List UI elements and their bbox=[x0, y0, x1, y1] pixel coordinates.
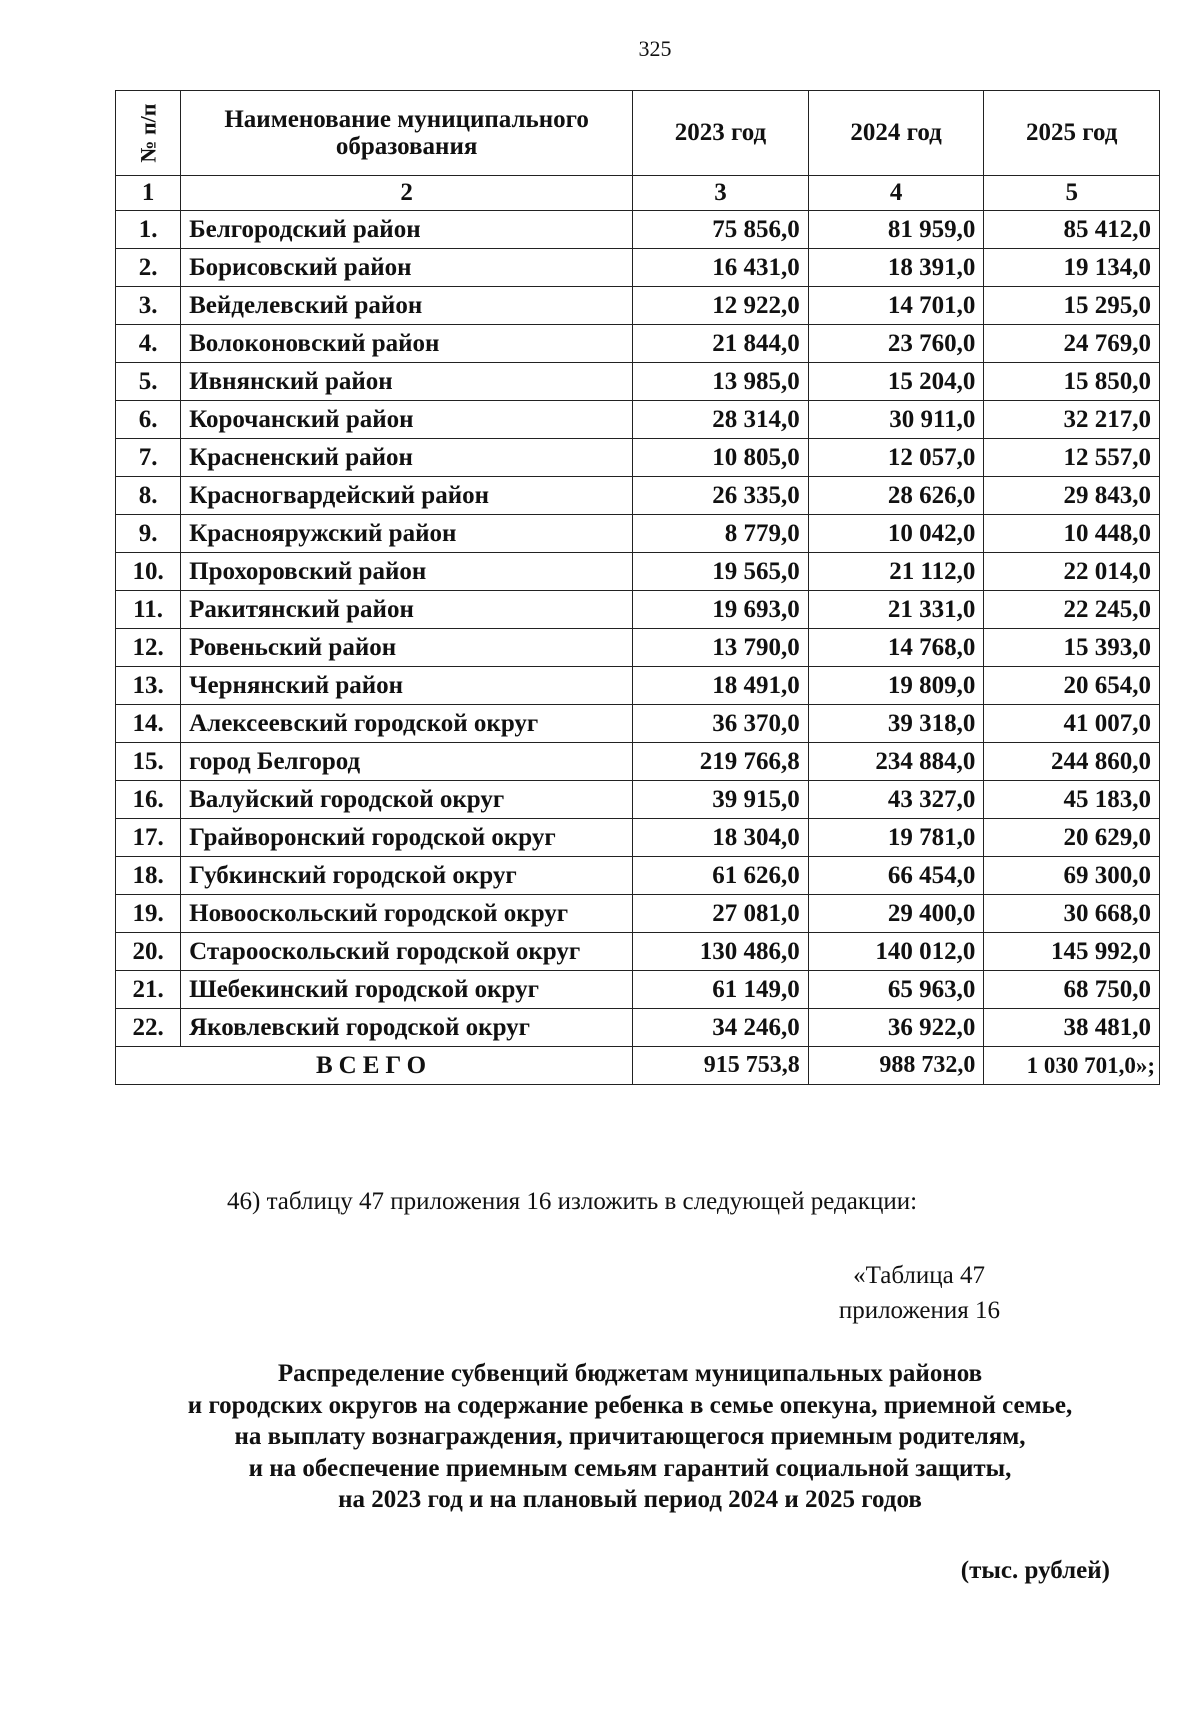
table-row bbox=[116, 705, 1160, 743]
table-heading bbox=[80, 1358, 1180, 1516]
row-value-2023: 13 985,0 bbox=[633, 363, 809, 401]
table-row bbox=[116, 553, 1160, 591]
row-name: Борисовский район bbox=[181, 249, 633, 287]
row-value-2024: 81 959,0 bbox=[808, 211, 984, 249]
total-2025: 1 030 701,0»; bbox=[984, 1047, 1160, 1085]
header-name: Наименование муниципального образования bbox=[181, 91, 633, 176]
row-value-2024: 21 331,0 bbox=[808, 591, 984, 629]
header-2024: 2024 год bbox=[808, 91, 984, 176]
row-value-2024: 12 057,0 bbox=[808, 439, 984, 477]
row-value-2024: 14 701,0 bbox=[808, 287, 984, 325]
row-index: 22. bbox=[116, 1009, 181, 1047]
table-row bbox=[116, 971, 1160, 1009]
row-name: Ивнянский район bbox=[181, 363, 633, 401]
row-name: Прохоровский район bbox=[181, 553, 633, 591]
row-value-2024: 19 781,0 bbox=[808, 819, 984, 857]
table-row bbox=[116, 857, 1160, 895]
row-value-2024: 234 884,0 bbox=[808, 743, 984, 781]
table-row bbox=[116, 401, 1160, 439]
row-value-2024: 23 760,0 bbox=[808, 325, 984, 363]
row-value-2023: 19 693,0 bbox=[633, 591, 809, 629]
row-name: Вейделевский район bbox=[181, 287, 633, 325]
row-value-2024: 10 042,0 bbox=[808, 515, 984, 553]
row-value-2023: 19 565,0 bbox=[633, 553, 809, 591]
header-num bbox=[116, 91, 181, 176]
table-row bbox=[116, 287, 1160, 325]
column-numbers-row bbox=[116, 176, 1160, 211]
table-row bbox=[116, 629, 1160, 667]
row-index: 12. bbox=[116, 629, 181, 667]
table-row bbox=[116, 439, 1160, 477]
row-value-2025: 69 300,0 bbox=[984, 857, 1160, 895]
heading-line: на выплату вознаграждения, причитающегося приемным родителям, bbox=[234, 1423, 1026, 1450]
row-name: Новооскольский городской округ bbox=[181, 895, 633, 933]
row-value-2025: 68 750,0 bbox=[984, 971, 1160, 1009]
total-row bbox=[116, 1047, 1160, 1085]
table-row bbox=[116, 781, 1160, 819]
row-value-2024: 43 327,0 bbox=[808, 781, 984, 819]
row-name: Шебекинский городской округ bbox=[181, 971, 633, 1009]
table-row bbox=[116, 363, 1160, 401]
row-index: 21. bbox=[116, 971, 181, 1009]
row-value-2023: 61 626,0 bbox=[633, 857, 809, 895]
table-row bbox=[116, 667, 1160, 705]
row-name: Корочанский район bbox=[181, 401, 633, 439]
row-value-2024: 36 922,0 bbox=[808, 1009, 984, 1047]
row-value-2023: 26 335,0 bbox=[633, 477, 809, 515]
row-value-2024: 21 112,0 bbox=[808, 553, 984, 591]
row-index: 7. bbox=[116, 439, 181, 477]
row-value-2025: 12 557,0 bbox=[984, 439, 1160, 477]
table-row bbox=[116, 249, 1160, 287]
row-value-2023: 12 922,0 bbox=[633, 287, 809, 325]
column-number: 1 bbox=[116, 176, 181, 211]
column-number: 5 bbox=[984, 176, 1160, 211]
row-value-2024: 15 204,0 bbox=[808, 363, 984, 401]
row-index: 5. bbox=[116, 363, 181, 401]
row-index: 13. bbox=[116, 667, 181, 705]
row-name: Ракитянский район bbox=[181, 591, 633, 629]
row-value-2025: 145 992,0 bbox=[984, 933, 1160, 971]
row-value-2024: 29 400,0 bbox=[808, 895, 984, 933]
row-index: 15. bbox=[116, 743, 181, 781]
heading-line: Распределение субвенций бюджетам муниципальных районов bbox=[277, 1360, 983, 1387]
row-value-2025: 41 007,0 bbox=[984, 705, 1160, 743]
row-name: Красногвардейский район bbox=[181, 477, 633, 515]
row-name: город Белгород bbox=[181, 743, 633, 781]
row-value-2025: 15 295,0 bbox=[984, 287, 1160, 325]
table-caption-appendix: приложения 16 bbox=[838, 1297, 1000, 1324]
row-index: 20. bbox=[116, 933, 181, 971]
table-row bbox=[116, 933, 1160, 971]
row-value-2024: 65 963,0 bbox=[808, 971, 984, 1009]
row-name: Алексеевский городской округ bbox=[181, 705, 633, 743]
row-name: Белгородский район bbox=[181, 211, 633, 249]
row-index: 1. bbox=[116, 211, 181, 249]
table-row bbox=[116, 477, 1160, 515]
row-value-2023: 18 491,0 bbox=[633, 667, 809, 705]
row-value-2025: 38 481,0 bbox=[984, 1009, 1160, 1047]
column-number: 2 bbox=[181, 176, 633, 211]
row-value-2025: 45 183,0 bbox=[984, 781, 1160, 819]
row-value-2025: 24 769,0 bbox=[984, 325, 1160, 363]
header-num-label: № п/п bbox=[134, 103, 160, 163]
row-value-2025: 19 134,0 bbox=[984, 249, 1160, 287]
row-name: Валуйский городской округ bbox=[181, 781, 633, 819]
row-index: 6. bbox=[116, 401, 181, 439]
table-row bbox=[116, 1009, 1160, 1047]
row-name: Губкинский городской округ bbox=[181, 857, 633, 895]
table-row bbox=[116, 211, 1160, 249]
header-2023: 2023 год bbox=[633, 91, 809, 176]
budget-table bbox=[115, 90, 1160, 1085]
row-index: 3. bbox=[116, 287, 181, 325]
row-value-2025: 15 393,0 bbox=[984, 629, 1160, 667]
units-label: (тыс. рублей) bbox=[960, 1557, 1110, 1584]
row-value-2023: 219 766,8 bbox=[633, 743, 809, 781]
row-index: 10. bbox=[116, 553, 181, 591]
column-number: 3 bbox=[633, 176, 809, 211]
total-2024: 988 732,0 bbox=[808, 1047, 984, 1085]
heading-line: и на обеспечение приемным семьям гарантий социальной защиты, bbox=[248, 1454, 1012, 1482]
row-value-2024: 19 809,0 bbox=[808, 667, 984, 705]
row-value-2023: 18 304,0 bbox=[633, 819, 809, 857]
row-value-2024: 140 012,0 bbox=[808, 933, 984, 971]
row-index: 14. bbox=[116, 705, 181, 743]
amendment-instruction: 46) таблицу 47 приложения 16 изложить в следующей редакции: bbox=[227, 1188, 918, 1215]
row-index: 18. bbox=[116, 857, 181, 895]
row-value-2023: 16 431,0 bbox=[633, 249, 809, 287]
row-value-2023: 10 805,0 bbox=[633, 439, 809, 477]
table-caption-title: «Таблица 47 bbox=[853, 1262, 985, 1289]
row-value-2023: 13 790,0 bbox=[633, 629, 809, 667]
row-value-2023: 39 915,0 bbox=[633, 781, 809, 819]
total-label: ВСЕГО bbox=[116, 1047, 633, 1085]
row-value-2024: 18 391,0 bbox=[808, 249, 984, 287]
row-value-2025: 244 860,0 bbox=[984, 743, 1160, 781]
row-index: 9. bbox=[116, 515, 181, 553]
row-value-2023: 130 486,0 bbox=[633, 933, 809, 971]
row-value-2023: 75 856,0 bbox=[633, 211, 809, 249]
row-value-2025: 20 629,0 bbox=[984, 819, 1160, 857]
row-value-2025: 20 654,0 bbox=[984, 667, 1160, 705]
row-value-2023: 21 844,0 bbox=[633, 325, 809, 363]
row-value-2025: 30 668,0 bbox=[984, 895, 1160, 933]
row-value-2024: 66 454,0 bbox=[808, 857, 984, 895]
row-name: Старооскольский городской округ bbox=[181, 933, 633, 971]
row-index: 16. bbox=[116, 781, 181, 819]
row-value-2024: 39 318,0 bbox=[808, 705, 984, 743]
row-index: 8. bbox=[116, 477, 181, 515]
row-value-2024: 28 626,0 bbox=[808, 477, 984, 515]
row-value-2025: 15 850,0 bbox=[984, 363, 1160, 401]
row-index: 4. bbox=[116, 325, 181, 363]
row-value-2023: 27 081,0 bbox=[633, 895, 809, 933]
table-row bbox=[116, 591, 1160, 629]
row-value-2025: 32 217,0 bbox=[984, 401, 1160, 439]
row-value-2023: 8 779,0 bbox=[633, 515, 809, 553]
row-value-2025: 29 843,0 bbox=[984, 477, 1160, 515]
row-value-2025: 22 014,0 bbox=[984, 553, 1160, 591]
row-value-2023: 34 246,0 bbox=[633, 1009, 809, 1047]
row-value-2023: 61 149,0 bbox=[633, 971, 809, 1009]
page-number: 325 bbox=[638, 36, 672, 61]
table-row bbox=[116, 515, 1160, 553]
row-index: 2. bbox=[116, 249, 181, 287]
row-name: Красненский район bbox=[181, 439, 633, 477]
table-row bbox=[116, 819, 1160, 857]
row-value-2025: 10 448,0 bbox=[984, 515, 1160, 553]
table-row bbox=[116, 325, 1160, 363]
table-header-row bbox=[116, 91, 1160, 176]
row-name: Грайворонский городской округ bbox=[181, 819, 633, 857]
row-name: Чернянский район bbox=[181, 667, 633, 705]
row-name: Краснояружский район bbox=[181, 515, 633, 553]
heading-line: и городских округов на содержание ребенка в семье опекуна, приемной семье, bbox=[187, 1391, 1073, 1419]
row-value-2025: 22 245,0 bbox=[984, 591, 1160, 629]
table-row bbox=[116, 743, 1160, 781]
table-row bbox=[116, 895, 1160, 933]
row-value-2024: 30 911,0 bbox=[808, 401, 984, 439]
row-value-2023: 36 370,0 bbox=[633, 705, 809, 743]
row-name: Ровеньский район bbox=[181, 629, 633, 667]
row-index: 11. bbox=[116, 591, 181, 629]
heading-line: на 2023 год и на плановый период 2024 и 2025 годов bbox=[338, 1486, 922, 1513]
row-name: Волоконовский район bbox=[181, 325, 633, 363]
row-value-2023: 28 314,0 bbox=[633, 401, 809, 439]
row-index: 17. bbox=[116, 819, 181, 857]
column-number: 4 bbox=[808, 176, 984, 211]
header-2025: 2025 год bbox=[984, 91, 1160, 176]
row-value-2024: 14 768,0 bbox=[808, 629, 984, 667]
total-2023: 915 753,8 bbox=[633, 1047, 809, 1085]
row-name: Яковлевский городской округ bbox=[181, 1009, 633, 1047]
row-index: 19. bbox=[116, 895, 181, 933]
row-value-2025: 85 412,0 bbox=[984, 211, 1160, 249]
